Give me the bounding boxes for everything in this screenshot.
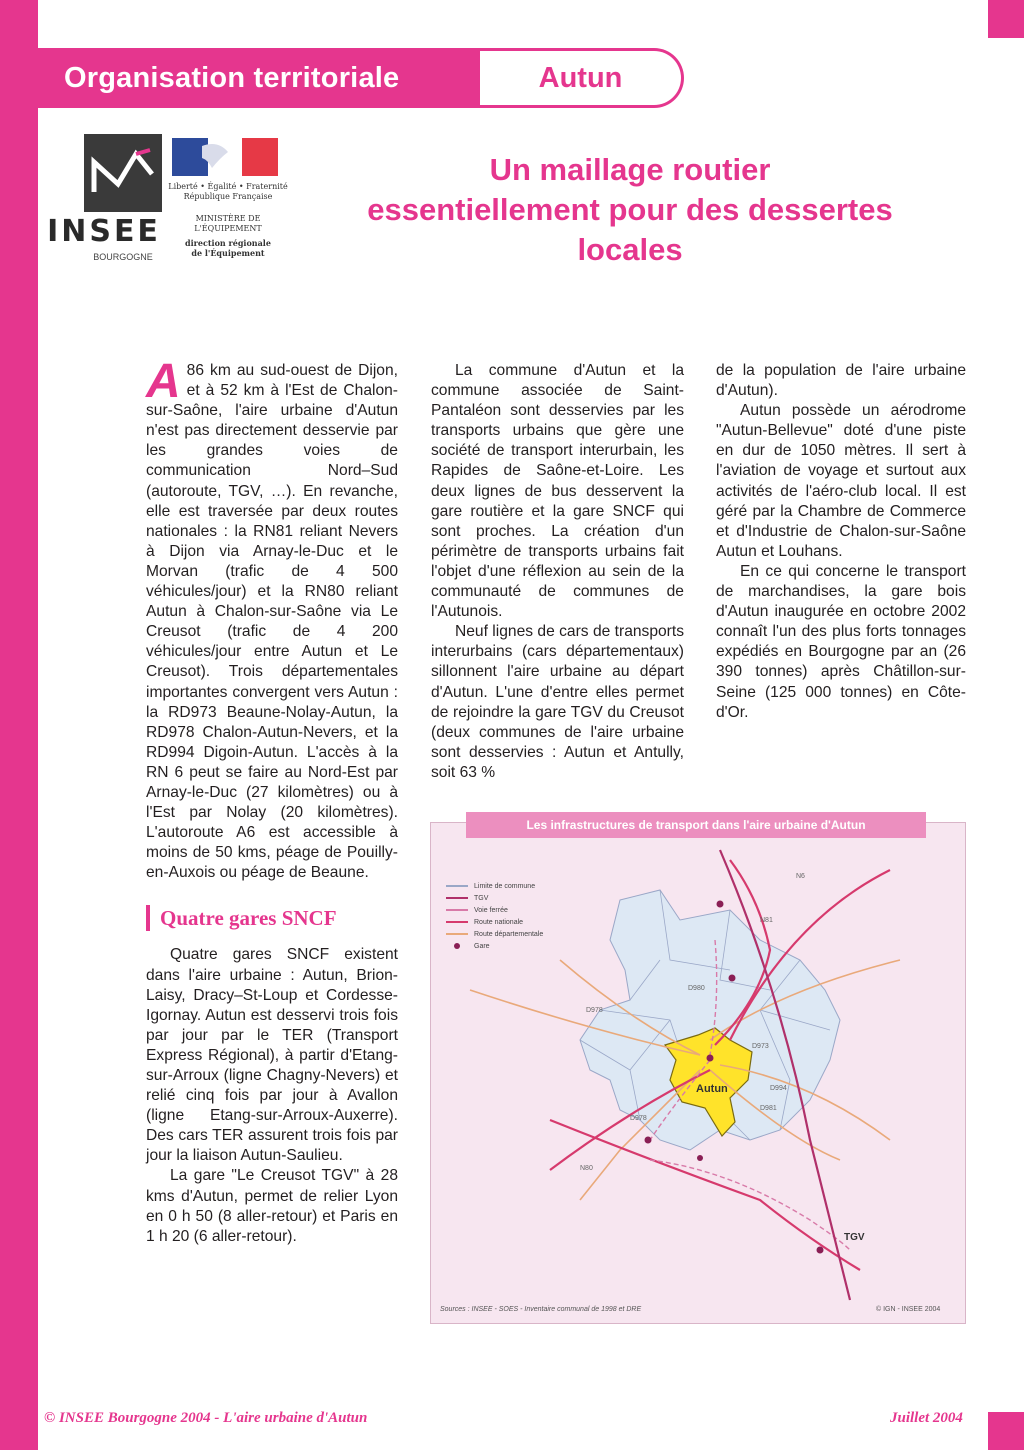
road-label-d994: D994 (770, 1085, 787, 1092)
legend-row-tgv (446, 892, 596, 904)
gares-paragraph: Quatre gares SNCF existent dans l'aire urbaine : Autun, Brion-Laisy, Dracy–St-Loup et Cordesse-Igornay. Autun est desservi trois fois par jour par le TER (Transport Express Régional), à partir d'Etang-sur-Arroux (ligne Chagny-Nevers) et relié cinq fois par jour à Avallon (ligne Etang-sur-Arroux-Auxerre). Des cars TER assurent trois fois par jour la liaison Autun-Saulieu. (146, 946, 398, 1165)
section-heading-gares: Quatre gares SNCF (146, 905, 398, 931)
legend-swatch (446, 885, 468, 887)
drop-cap: A (146, 355, 181, 408)
insee-logo-icon (84, 134, 162, 212)
road-label-d981: D981 (760, 1105, 777, 1112)
footer-date: Juillet 2004 (890, 1410, 963, 1426)
footer-credit: © INSEE Bourgogne 2004 - L'aire urbaine d'Autun (44, 1410, 368, 1426)
intercity-bus-paragraph: Neuf lignes de cars de transports interurbains (cars départementaux) sillonnent l'aire urbaine au départ d'Autun. L'une d'entre elles permet de rejoindre la gare TGV du Creusot (deux communes de l'aire urbaine sont desservies : Autun et Antully, soit 63 % (431, 623, 684, 781)
urban-transport-paragraph: La commune d'Autun et la commune associée de Saint-Pantaléon sont desservies par les transports urbains que gère une société de transport interurbain, les Rapides de Saône-et-Loire. Les deux lignes de bus desservent la gare routière et la gare SNCF qui sont proches. La création d'un périmètre de transports urbains fait l'objet d'une réflexion au sein de la communauté de communes de l'Autunois. (431, 362, 684, 621)
top-right-accent (988, 0, 1024, 38)
legend-label: Gare (474, 942, 490, 950)
left-accent-bar (0, 0, 38, 1450)
road-label-n6: N6 (796, 873, 805, 880)
legend-label: TGV (474, 894, 489, 902)
road-label-d973: D973 (752, 1043, 769, 1050)
page-title-line1: Un maillage routier (489, 152, 771, 187)
place-header (480, 48, 684, 108)
place-title: Autun (538, 61, 623, 94)
map-title-band (466, 812, 926, 838)
insee-logo (46, 134, 162, 266)
legend-row-departmental-road (446, 928, 596, 940)
legend-label: Voie ferrée (474, 906, 508, 914)
tgv-station-label: TGV (844, 1232, 865, 1243)
text-column-2 (431, 361, 684, 783)
legend-swatch (446, 933, 468, 935)
insee-logo-mark (84, 134, 162, 212)
road-label-d980: D980 (688, 985, 705, 992)
insee-region: BOURGOGNE (93, 252, 153, 262)
republique-francaise-logo (168, 138, 288, 268)
rf-name: République Française (183, 192, 273, 201)
text-column-3 (716, 361, 966, 723)
rf-motto: Liberté • Égalité • Fraternité (168, 182, 288, 191)
legend-row-station (446, 940, 596, 952)
legend-swatch (446, 921, 468, 923)
ministry-line1: MINISTÈRE DE (195, 214, 261, 223)
legend-swatch (454, 943, 460, 949)
ministry-line2: L'ÉQUIPEMENT (194, 224, 262, 233)
road-label-n81: N81 (760, 917, 773, 924)
autun-label: Autun (696, 1083, 728, 1095)
marianne-flag-icon (172, 138, 278, 176)
dre-line2: de l'Équipement (191, 248, 265, 258)
freight-paragraph: En ce qui concerne le transport de marchandises, la gare bois d'Autun inaugurée en octobre 2002 connaît l'un des plus forts tonnages expédiés en Bourgogne par an (26 390 tonnes) après Châtillon-sur-Seine (125 000 tonnes) en Côte-d'Or. (716, 562, 966, 721)
page-title (330, 150, 930, 270)
tgv-paragraph: La gare "Le Creusot TGV" à 28 kms d'Autun, permet de relier Lyon en 0 h 50 (8 aller-retour) et Paris en 1 h 20 (6 aller-retour). (146, 1167, 398, 1245)
legend-swatch (446, 909, 468, 911)
page-title-line3: locales (577, 232, 683, 267)
dre-line1: direction régionale (185, 238, 271, 248)
population-continuation: de la population de l'aire urbaine d'Autun). (716, 362, 966, 400)
map-source: Sources : INSEE - SOES - Inventaire communal de 1998 et DRE (440, 1306, 642, 1313)
road-label-d978-south: D978 (630, 1115, 647, 1122)
road-label-d978-west: D978 (586, 1007, 603, 1014)
map-title: Les infrastructures de transport dans l'aire urbaine d'Autun (526, 818, 866, 832)
legend-label: Limite de commune (474, 882, 536, 890)
section-title: Organisation territoriale (64, 61, 400, 94)
legend-row-railway (446, 904, 596, 916)
text-column-1 (146, 355, 398, 1247)
aerodrome-paragraph: Autun possède un aérodrome "Autun-Bellevue" doté d'une piste en dur de 1050 mètres. Il sert à l'aviation de voyage et surtout aux activités de l'aéro-club local. Il est géré par la Chambre de Commerce et d'Industrie de Chalon-sur-Saône Autun et Louhans. (716, 402, 966, 560)
legend-row-commune (446, 880, 596, 892)
legend-row-national-road (446, 916, 596, 928)
intro-paragraph (146, 355, 398, 883)
legend-label: Route départementale (474, 930, 544, 938)
legend-label: Route nationale (474, 918, 524, 926)
road-label-n80: N80 (580, 1165, 593, 1172)
intro-text: 86 km au sud-ouest de Dijon, et à 52 km à l'Est de Chalon-sur-Saône, l'aire urbaine d'Autun n'est pas directement desservie par les grandes voies de communication Nord–Sud (autoroute, TGV, …). En revanche, elle est traversée par deux routes nationales : la RN81 reliant Nevers à Dijon via Arnay-le-Duc et le Morvan (trafic de 4 500 véhicules/jour) et la RN80 reliant Autun à Chalon-sur-Saône via Le Creusot (trafic de 4 200 véhicules/jour entre Autun et Le Creusot). Trois départementales importantes convergent vers Autun : la RD973 Beaune-Nolay-Autun, la RD978 Chalon-Autun-Nevers, et la RD994 Digoin-Autun. L'accès à la RN 6 peut se faire au Nord-Est par Arnay-le-Duc (27 kilomètres) ou à l'Est par Nolay (20 kilomètres). L'autoroute A6 est accessible à moins de 50 kms, péage de Pouilly-en-Auxois ou péage de Beaune. (146, 362, 398, 882)
section-header (38, 48, 480, 108)
page-title-line2: essentiellement pour des dessertes (367, 192, 893, 227)
insee-wordmark: INSEE (47, 214, 161, 249)
bottom-right-accent (988, 1412, 1024, 1450)
map-copyright: © IGN - INSEE 2004 (876, 1306, 941, 1313)
map-legend (446, 880, 596, 952)
legend-swatch (446, 897, 468, 899)
